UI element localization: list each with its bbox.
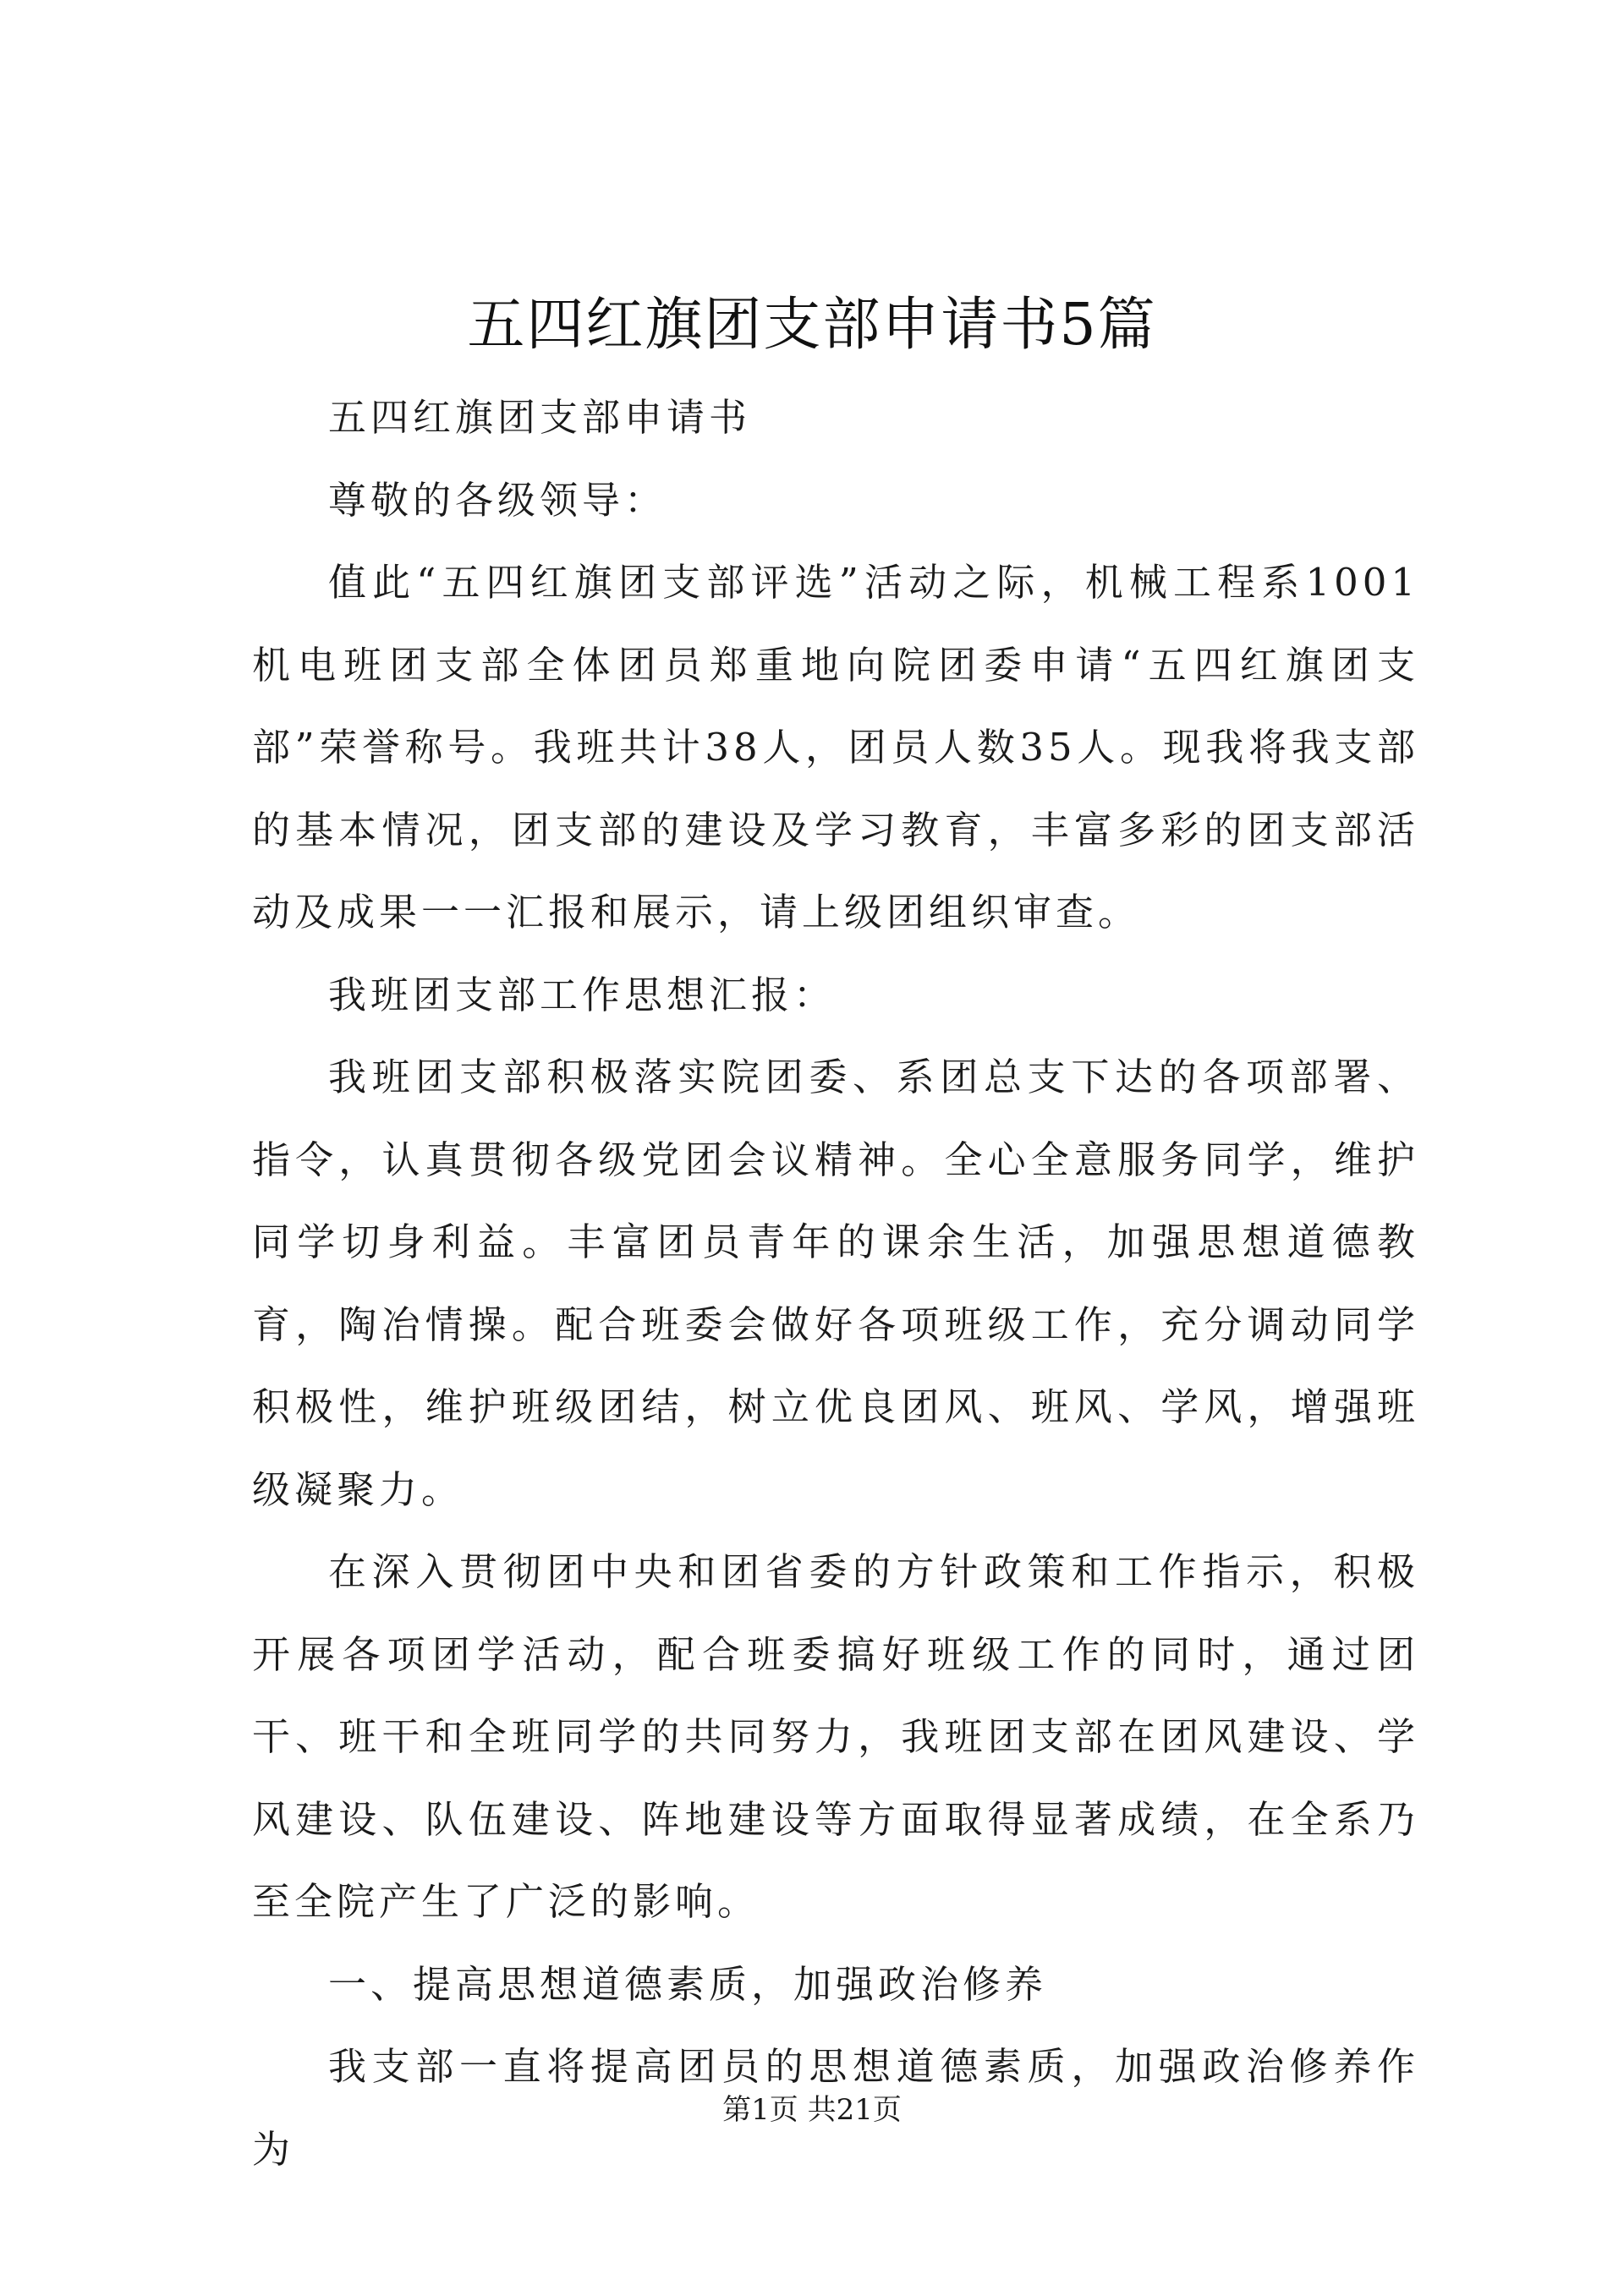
paragraph-achievements: 在深入贯彻团中央和团省委的方针政策和工作指示，积极开展各项团学活动，配合班委搞好班级工作的同时，通过团干、班干和全班同学的共同努力，我班团支部在团风建设、学风建设、队伍建设、阵地建设等方面取得显著成绩，在全系乃至全院产生了广泛的影响。 <box>252 1549 1419 1924</box>
paragraph-work-summary: 我班团支部积极落实院团委、系团总支下达的各项部署、指令，认真贯彻各级党团会议精神。全心全意服务同学，维护同学切身利益。丰富团员青年的课余生活，加强思想道德教育，陶冶情操。配合班委会做好各项班级工作，充分调动同学积极性，维护班级团结，树立优良团风、班风、学风，增强班级凝聚力。 <box>252 1055 1419 1512</box>
paragraph-section-1: 我支部一直将提高团员的思想道德素质，加强政治修养作为 <box>252 2044 1419 2172</box>
document-body <box>252 376 1419 2190</box>
paragraph-report-heading: 我班团支部工作思想汇报： <box>328 972 837 1017</box>
page-number-footer: 第1页 共21页 <box>722 2093 902 2127</box>
paragraph-intro: 值此“五四红旗团支部评选”活动之际，机械工程系1001机电班团支部全体团员郑重地向院团委申请“五四红旗团支部”荣誉称号。我班共计38人，团员人数35人。现我将我支部的基本情况，团支部的建设及学习教育，丰富多彩的团支部活动及成果一一汇报和展示，请上级团组织审查。 <box>252 560 1419 934</box>
document-title: 五四红旗团支部申请书5篇 <box>467 292 1157 359</box>
paragraph-salutation: 尊敬的各级领导： <box>328 477 667 523</box>
section-heading-1: 一、提高思想道德素质，加强政治修养 <box>328 1961 1048 2007</box>
paragraph-subtitle: 五四红旗团支部申请书 <box>328 395 752 440</box>
